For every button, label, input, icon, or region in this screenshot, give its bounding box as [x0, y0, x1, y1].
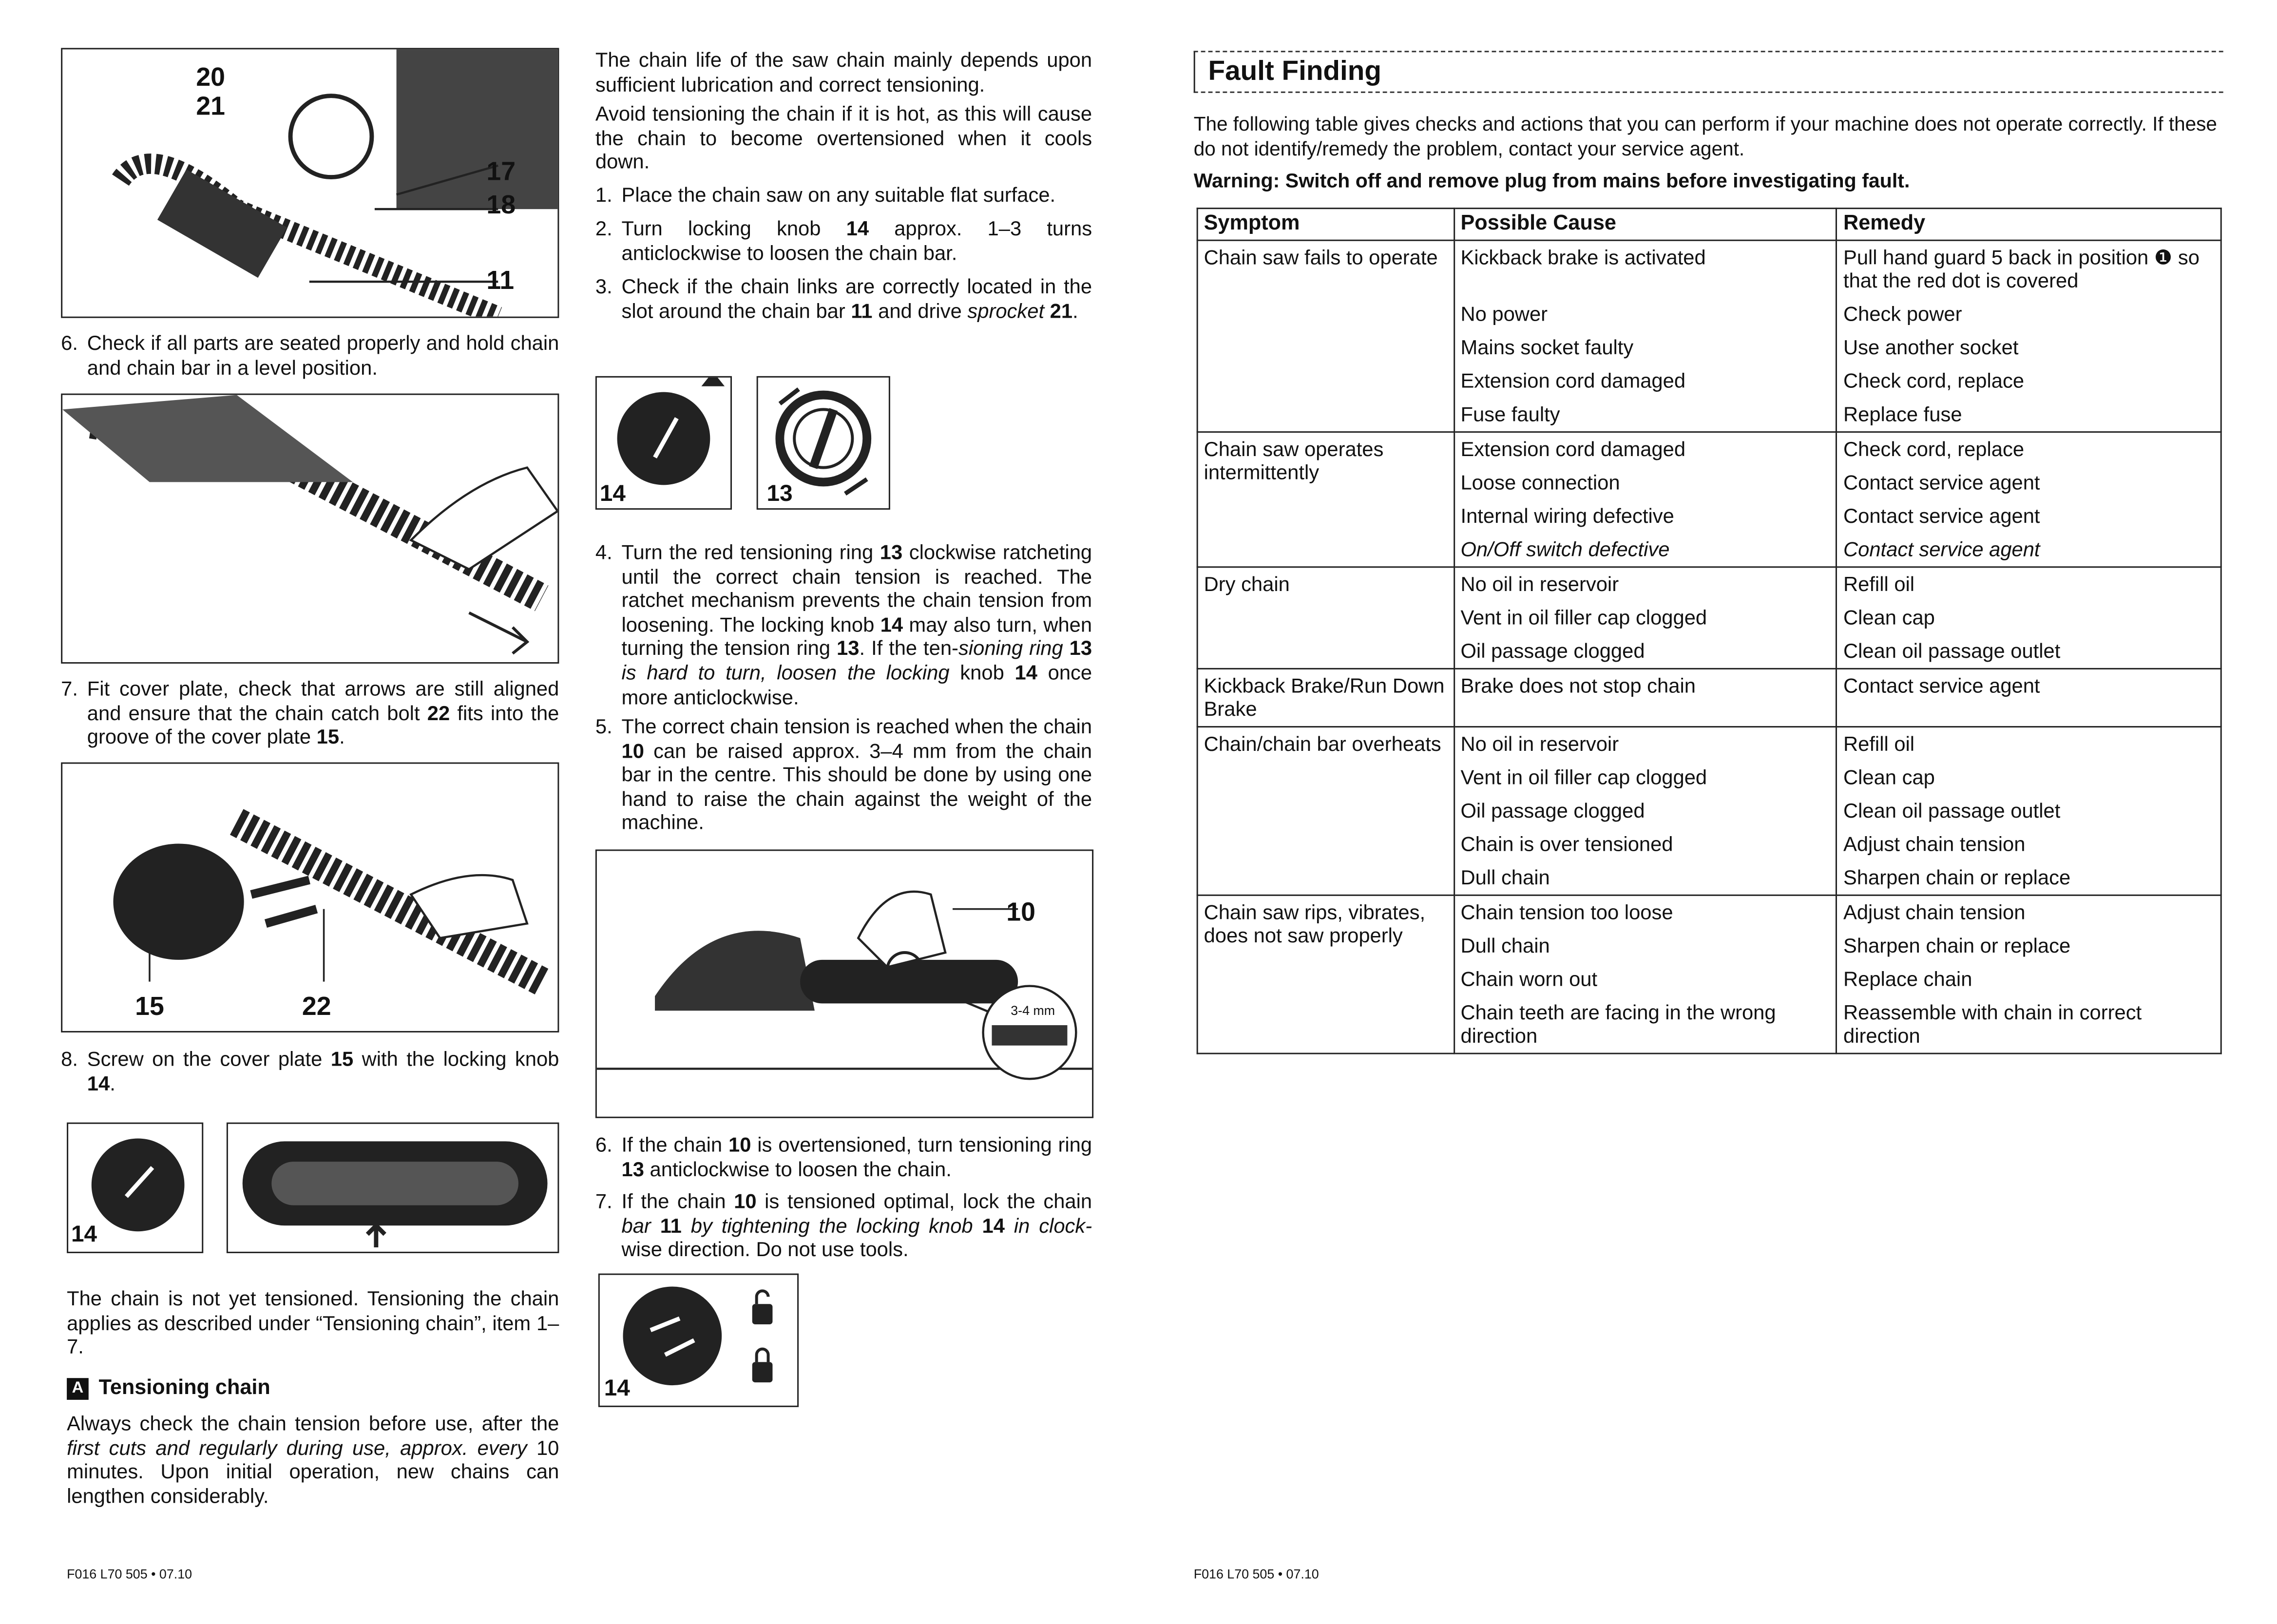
figure-locking-knob: [67, 1123, 203, 1253]
possible-cause: Chain worn out: [1460, 966, 1598, 990]
possible-cause: No power: [1460, 301, 1548, 325]
section-title: Tensioning chain: [98, 1376, 270, 1400]
possible-cause: Internal wiring defective: [1460, 503, 1674, 527]
possible-cause: Oil passage clogged: [1460, 638, 1645, 662]
warning-text: Warning: Switch off and remove plug from mains before investigating fault.: [1193, 170, 1910, 192]
possible-cause: Mains socket faulty: [1460, 334, 1634, 358]
remedy: Use another socket: [1843, 334, 2019, 358]
cause-cell: [1454, 566, 1837, 668]
remedy: Check cord, replace: [1843, 436, 2025, 460]
remedy: Sharpen chain or replace: [1843, 933, 2071, 956]
possible-cause: Fuse faulty: [1460, 401, 1560, 425]
symptom-cell: Chain saw rips, vibrates, does not saw properly: [1197, 895, 1454, 1053]
symptom-cell: Kickback Brake/Run Down Brake: [1197, 668, 1454, 726]
remedy: Contact service agent: [1843, 503, 2040, 527]
table-row: [1197, 726, 2221, 895]
remedy-cell: [1837, 566, 2221, 668]
step-text: Fit cover plate, check that arrows are still aligned and ensure that the chain catch bolt 22 fits into the groove of the cover plate 15.: [87, 676, 559, 748]
remedy-cell: [1837, 240, 2221, 431]
cause-cell: [1454, 240, 1837, 431]
possible-cause: Dull chain: [1460, 864, 1550, 888]
footer-code-right: F016 L70 505 • 07.10: [1193, 1567, 1319, 1582]
cause-cell: [1454, 726, 1837, 895]
possible-cause: No oil in reservoir: [1460, 731, 1619, 755]
remedy-cell: [1837, 895, 2221, 1053]
section-badge: A: [67, 1378, 89, 1400]
remedy: Adjust chain tension: [1843, 831, 2026, 855]
possible-cause: Chain teeth are facing in the wrong direction: [1460, 999, 1776, 1047]
step-7-left: [61, 677, 559, 749]
label-20: 20: [196, 62, 226, 92]
symptom-cell: Chain saw fails to operate: [1197, 240, 1454, 431]
step-7-middle: 7. If the chain 10 is tensioned optimal, lock the chain bar 11 by tightening the locking knob 14 in clock-wise direction. Do not use tools.: [595, 1189, 1092, 1261]
label-10: 10: [1006, 897, 1035, 927]
step-3: 3. Check if the chain links are correctly located in the slot around the chain bar 11 and drive sprocket 21.: [595, 274, 1092, 322]
step-6-middle: 6. If the chain 10 is overtensioned, turn tensioning ring 13 anticlockwise to loosen the chain.: [595, 1132, 1092, 1180]
fault-table: [1197, 208, 2222, 1053]
possible-cause: Chain tension too loose: [1460, 899, 1673, 923]
not-tensioned-note: The chain is not yet tensioned. Tensioning the chain applies as described under “Tensioning chain”, item 1–7.: [67, 1286, 559, 1358]
figure-chain-sprocket: [61, 48, 559, 318]
remedy-cell: [1837, 431, 2221, 566]
remedy: Reassemble with chain in correct direction: [1843, 999, 2142, 1047]
header-symptom: Symptom: [1197, 209, 1454, 240]
figure-chain-bar-top: [227, 1123, 559, 1253]
table-row: [1197, 895, 2221, 1053]
label-14: 14: [604, 1376, 630, 1401]
intro-text: The following table gives checks and actions that you can perform if your machine does not operate correctly. If these do not identify/remedy the problem, contact your service agent.: [1193, 113, 2217, 159]
title-box: [1194, 51, 2223, 93]
possible-cause: Extension cord damaged: [1460, 436, 1686, 460]
step-1: 1. Place the chain saw on any suitable flat surface.: [595, 183, 1056, 207]
header-possible-cause: Possible Cause: [1454, 209, 1837, 240]
remedy: Clean oil passage outlet: [1843, 638, 2061, 662]
symptom-cell: Chain/chain bar overheats: [1197, 726, 1454, 895]
possible-cause: Loose connection: [1460, 470, 1620, 493]
figure-knob-loosen: [595, 376, 732, 510]
remedy-cell: [1837, 668, 2221, 726]
figure-lock-knob: [598, 1274, 799, 1407]
possible-cause: No oil in reservoir: [1460, 571, 1619, 595]
step-number: 8.: [61, 1047, 78, 1070]
remedy: Contact service agent: [1843, 673, 2040, 697]
section-heading: [67, 1376, 270, 1400]
table-row: [1197, 240, 2221, 431]
label-3-4mm: 3-4 mm: [1011, 1003, 1055, 1018]
remedy: Clean cap: [1843, 764, 1935, 788]
section-text: Always check the chain tension before use, after the first cuts and regularly during use, approx. every 10 minutes. Upon initial operation, new chains can lengthen considerably.: [67, 1411, 559, 1507]
possible-cause: Dull chain: [1460, 933, 1550, 956]
remedy: Contact service agent: [1843, 470, 2040, 493]
remedy: Adjust chain tension: [1843, 899, 2026, 923]
remedy: Contact service agent: [1843, 536, 2040, 560]
possible-cause: Chain is over tensioned: [1460, 831, 1673, 855]
footer-code-left: F016 L70 505 • 07.10: [67, 1567, 192, 1582]
label-22: 22: [302, 992, 331, 1021]
possible-cause: Vent in oil filler cap clogged: [1460, 764, 1707, 788]
figure-chain-tension-check: [595, 849, 1093, 1118]
cause-cell: [1454, 895, 1837, 1053]
step-6-left: [61, 331, 559, 379]
step-number: 6.: [61, 331, 78, 355]
remedy: Replace chain: [1843, 966, 1972, 990]
figure-cover-plate: [61, 763, 559, 1032]
step-number: 7.: [61, 676, 78, 700]
step-5: 5. The correct chain tension is reached when the chain 10 can be raised approx. 3–4 mm from the chain bar in the centre. This should be done by using one hand to raise the chain against the weight of the machine.: [595, 714, 1092, 834]
remedy: Refill oil: [1843, 571, 1915, 595]
possible-cause: Kickback brake is activated: [1460, 245, 1706, 268]
header-remedy: Remedy: [1837, 209, 2221, 240]
label-13: 13: [766, 482, 793, 507]
remedy: Check cord, replace: [1843, 368, 2025, 392]
intro-lubrication: The chain life of the saw chain mainly depends upon sufficient lubrication and correct tensioning.: [595, 48, 1092, 96]
label-11: 11: [486, 266, 515, 295]
possible-cause: Vent in oil filler cap clogged: [1460, 605, 1707, 628]
label-14: 14: [71, 1223, 97, 1247]
table-row: [1197, 566, 2221, 668]
remedy: Refill oil: [1843, 731, 1915, 755]
possible-cause: Brake does not stop chain: [1460, 673, 1696, 697]
symptom-cell: Dry chain: [1197, 566, 1454, 668]
remedy: Check power: [1843, 301, 1962, 325]
figure-tension-ring: [757, 376, 890, 510]
step-8-left: [61, 1047, 559, 1095]
table-row: [1197, 431, 2221, 566]
remedy: Sharpen chain or replace: [1843, 864, 2071, 888]
remedy: Clean oil passage outlet: [1843, 798, 2061, 822]
label-15: 15: [135, 992, 164, 1021]
remedy: Replace fuse: [1843, 401, 1962, 425]
label-18: 18: [486, 190, 516, 220]
table-row: [1197, 668, 2221, 726]
cause-cell: [1454, 431, 1837, 566]
step-text: Screw on the cover plate 15 with the locking knob 14.: [87, 1047, 559, 1094]
label-21: 21: [196, 91, 226, 121]
step-2: 2. Turn locking knob 14 approx. 1–3 turns anticlockwise to loosen the chain bar.: [595, 216, 1092, 264]
label-14: 14: [599, 482, 626, 507]
possible-cause: Extension cord damaged: [1460, 368, 1686, 392]
remedy: Clean cap: [1843, 605, 1935, 628]
label-17: 17: [486, 156, 516, 186]
step-text: Check if all parts are seated properly and hold chain and chain bar in a level position.: [87, 331, 559, 379]
figure-hand-holding-bar: [61, 394, 559, 664]
remedy-cell: [1837, 726, 2221, 895]
remedy: Pull hand guard 5 back in position ❶ so that the red dot is covered: [1843, 245, 2200, 292]
symptom-cell: Chain saw operates intermittently: [1197, 431, 1454, 566]
possible-cause: On/Off switch defective: [1460, 536, 1670, 560]
step-4: 4. Turn the red tensioning ring 13 clockwise ratcheting until the correct chain tension is reached. The ratchet mechanism prevents the chain tension from loosening. The locking knob 14 may also turn, when turning the tension ring 13. If the ten-sioning ring 13 is hard to turn, loosen the locking knob 14 once more anticlockwise.: [595, 540, 1092, 708]
page-title: Fault Finding: [1208, 57, 1381, 87]
cause-cell: [1454, 668, 1837, 726]
possible-cause: Oil passage clogged: [1460, 798, 1645, 822]
intro-hot-chain: Avoid tensioning the chain if it is hot, as this will cause the chain to become overtensioned when it cools down.: [595, 101, 1092, 173]
